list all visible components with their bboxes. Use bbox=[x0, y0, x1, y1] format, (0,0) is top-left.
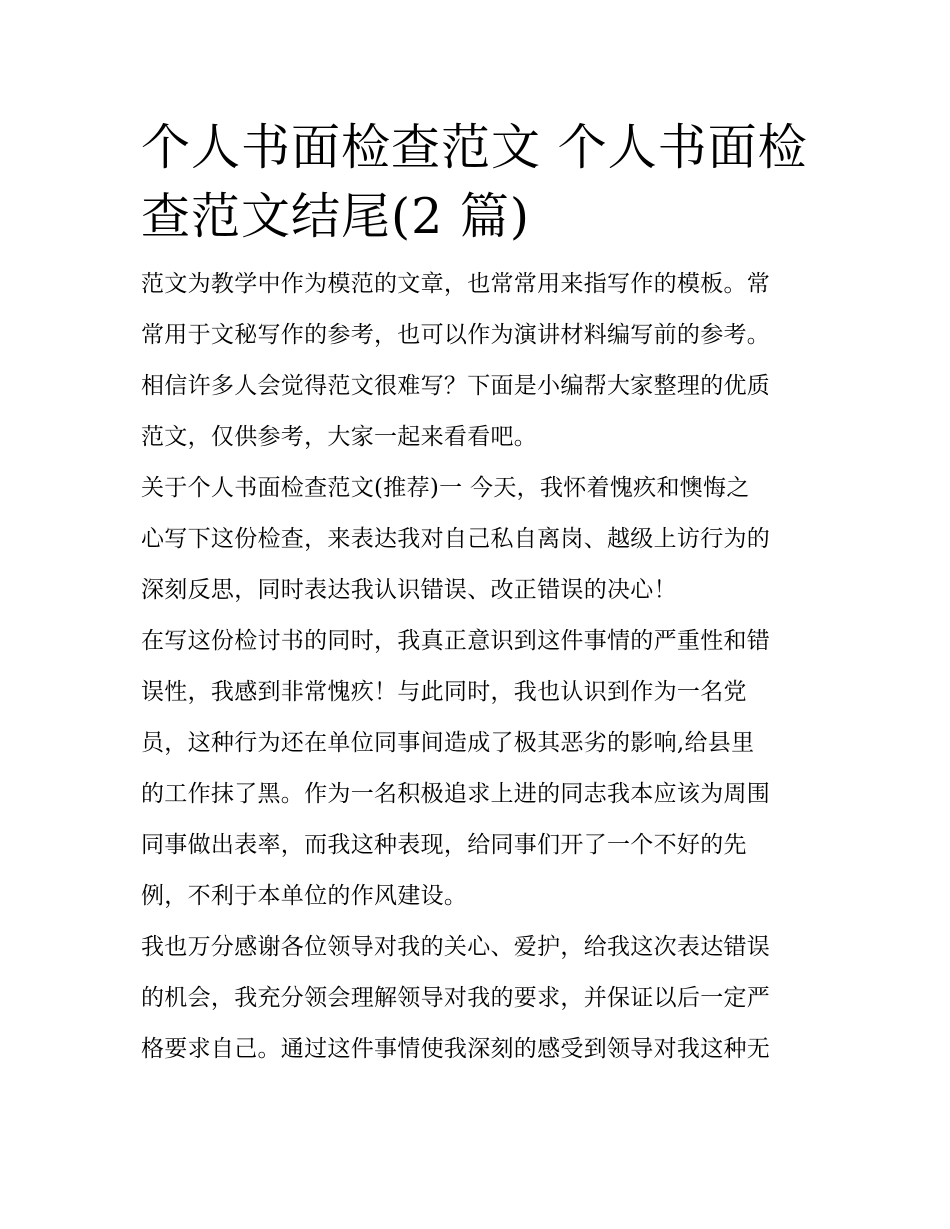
text-line: 相信许多人会觉得范文很难写？下面是小编帮大家整理的优质 bbox=[141, 373, 771, 399]
title-line-2: 查范文结尾(2 篇) bbox=[141, 188, 530, 245]
paragraph-gratitude bbox=[141, 922, 813, 1075]
title-line-1: 个人书面检查范文 个人书面检 bbox=[141, 119, 808, 176]
text-line: 员，这种行为还在单位同事间造成了极其恶劣的影响,给县里 bbox=[141, 730, 755, 756]
text-line: 我也万分感谢各位领导对我的关心、爱护，给我这次表达错误 bbox=[141, 934, 771, 960]
text-line: 误性，我感到非常愧疚！与此同时，我也认识到作为一名党 bbox=[141, 679, 747, 705]
text-line: 的机会，我充分领会理解领导对我的要求，并保证以后一定严 bbox=[141, 985, 771, 1011]
text-line: 例，不利于本单位的作风建设。 bbox=[141, 883, 468, 909]
text-line: 常用于文秘写作的参考，也可以作为演讲材料编写前的参考。 bbox=[141, 322, 771, 348]
text-line: 关于个人书面检查范文(推荐)一 今天，我怀着愧疚和懊悔之 bbox=[141, 475, 750, 501]
paragraph-intro bbox=[141, 259, 813, 463]
text-line: 在写这份检讨书的同时，我真正意识到这件事情的严重性和错 bbox=[141, 628, 771, 654]
document-title bbox=[141, 113, 813, 251]
document-page bbox=[141, 113, 813, 1075]
text-line: 范文为教学中作为模范的文章，也常常用来指写作的模板。常 bbox=[141, 271, 771, 297]
text-line: 深刻反思，同时表达我认识错误、改正错误的决心！ bbox=[141, 577, 677, 603]
paragraph-opening bbox=[141, 463, 813, 616]
text-line: 的工作抹了黑。作为一名积极追求上进的同志我本应该为周围 bbox=[141, 781, 771, 807]
text-line: 同事做出表率，而我这种表现，给同事们开了一个不好的先 bbox=[141, 832, 747, 858]
text-line: 心写下这份检查，来表达我对自己私自离岗、越级上访行为的 bbox=[141, 526, 771, 552]
paragraph-reflection bbox=[141, 616, 813, 922]
text-line: 范文，仅供参考，大家一起来看看吧。 bbox=[141, 424, 538, 450]
text-line: 格要求自己。通过这件事情使我深刻的感受到领导对我这种无 bbox=[141, 1036, 771, 1062]
